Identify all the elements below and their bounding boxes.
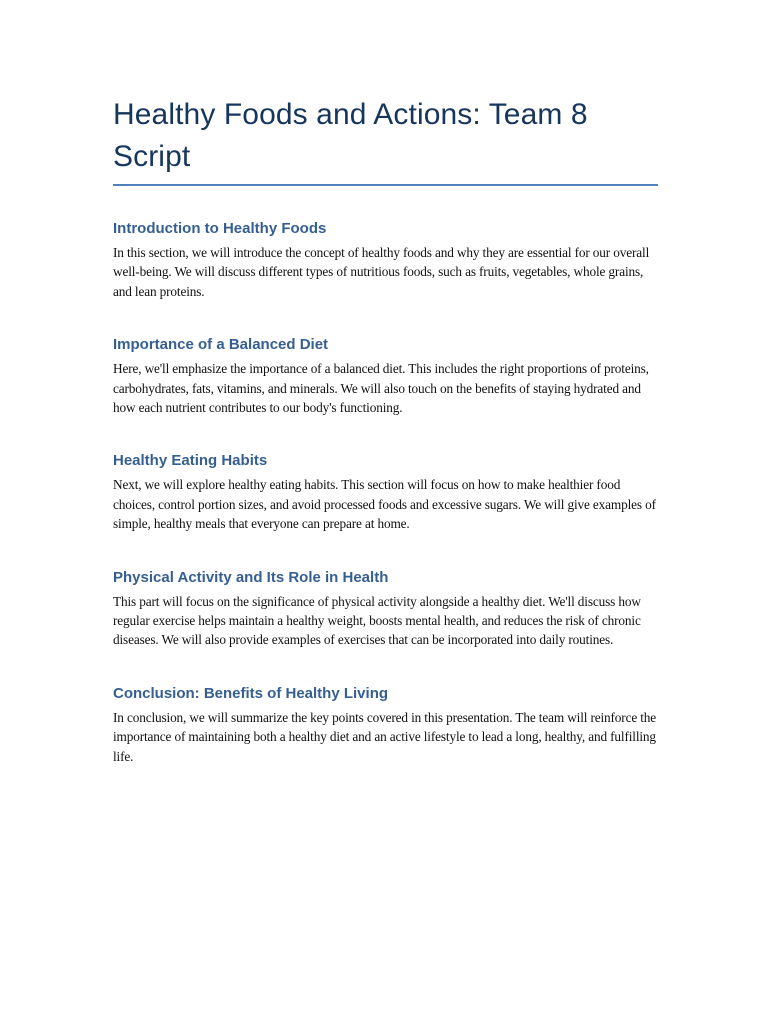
section-body: This part will focus on the significance of physical activity alongside a healthy diet. We'll discuss how regular exercise helps maintain a healthy weight, boosts mental health, and reduces the risk of chronic diseases. We will also provide examples of exercises that can be incorporated into daily routines. bbox=[113, 593, 641, 648]
section-eating-habits bbox=[113, 451, 658, 533]
section-heading: Conclusion: Benefits of Healthy Living bbox=[113, 684, 389, 702]
document-page bbox=[113, 94, 658, 800]
section-heading: Physical Activity and Its Role in Health bbox=[113, 568, 389, 586]
section-conclusion bbox=[113, 684, 658, 766]
section-introduction bbox=[113, 219, 658, 301]
document-title: Healthy Foods and Actions: Team 8 Script bbox=[113, 98, 588, 173]
section-body: In conclusion, we will summarize the key points covered in this presentation. The team will reinforce the importance of maintaining both a healthy diet and an active lifestyle to lead a long, healthy, and fulfilling life. bbox=[113, 709, 657, 764]
section-heading: Introduction to Healthy Foods bbox=[113, 220, 327, 237]
section-body: Here, we'll emphasize the importance of a balanced diet. This includes the right proportions of proteins, carbohydrates, fats, vitamins, and minerals. We will also touch on the benefits of staying hydrated and how each nutrient contributes to our body's functioning. bbox=[113, 361, 649, 416]
section-balanced-diet bbox=[113, 335, 658, 417]
section-heading: Importance of a Balanced Diet bbox=[113, 336, 329, 354]
section-physical-activity bbox=[113, 568, 658, 650]
section-body: In this section, we will introduce the concept of healthy foods and why they are essential for our overall well-being. We will discuss different types of nutritious foods, such as fruits, vegetables, whole grains, and lean proteins. bbox=[113, 245, 650, 299]
title-underline-rule bbox=[113, 184, 658, 186]
section-heading: Healthy Eating Habits bbox=[113, 452, 268, 470]
section-body: Next, we will explore healthy eating habits. This section will focus on how to make healthier food choices, control portion sizes, and avoid processed foods and excessive sugars. We will give examples of simple, healthy meals that everyone can prepare at home. bbox=[113, 477, 656, 532]
